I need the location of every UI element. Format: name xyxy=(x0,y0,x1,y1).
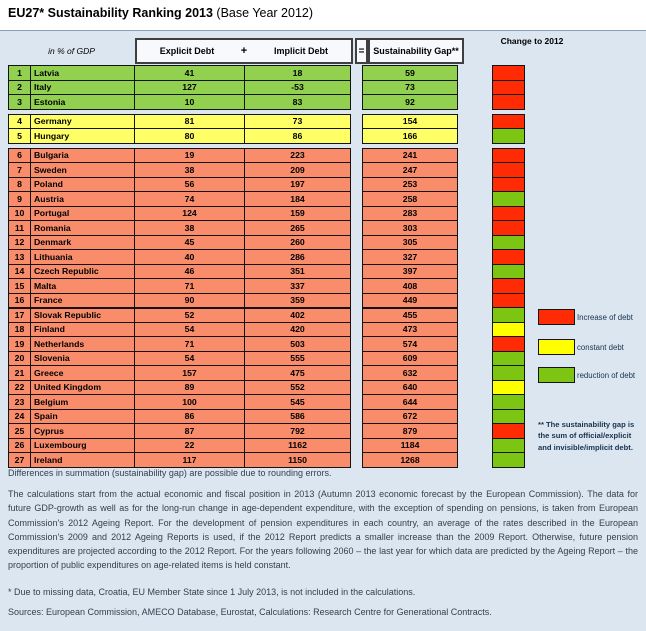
rank-cell: 9 xyxy=(8,191,31,207)
swatch-spacer xyxy=(457,409,493,425)
country-cell: France xyxy=(30,293,135,309)
rank-cell: 14 xyxy=(8,264,31,280)
change-swatch xyxy=(492,409,525,425)
country-cell: United Kingdom xyxy=(30,380,135,396)
implicit-debt-cell: 1162 xyxy=(244,438,351,454)
explicit-debt-cell: 56 xyxy=(134,177,245,193)
country-cell: Slovenia xyxy=(30,351,135,367)
table-row xyxy=(8,380,525,396)
implicit-debt-cell: 184 xyxy=(244,191,351,207)
table-header xyxy=(8,38,464,64)
change-swatch xyxy=(492,278,525,294)
rank-cell: 22 xyxy=(8,380,31,396)
change-swatch xyxy=(492,452,525,468)
table-row xyxy=(8,336,525,352)
sustainability-gap-cell: 73 xyxy=(362,80,458,96)
country-cell: Netherlands xyxy=(30,336,135,352)
implicit-debt-cell: 73 xyxy=(244,114,351,130)
legend-item xyxy=(538,309,633,325)
explicit-debt-cell: 22 xyxy=(134,438,245,454)
implicit-debt-cell: -53 xyxy=(244,80,351,96)
sustainability-gap-cell: 609 xyxy=(362,351,458,367)
table-row xyxy=(8,249,525,265)
sustainability-gap-cell: 253 xyxy=(362,177,458,193)
country-cell: Ireland xyxy=(30,452,135,468)
table-body xyxy=(8,65,525,468)
change-swatch xyxy=(492,191,525,207)
rank-cell: 24 xyxy=(8,409,31,425)
explicit-debt-cell: 81 xyxy=(134,114,245,130)
swatch-spacer xyxy=(457,307,493,323)
swatch-spacer xyxy=(457,249,493,265)
change-swatch xyxy=(492,220,525,236)
change-swatch xyxy=(492,380,525,396)
implicit-debt-cell: 159 xyxy=(244,206,351,222)
swatch-spacer xyxy=(457,394,493,410)
swatch-spacer xyxy=(457,322,493,338)
rank-cell: 17 xyxy=(8,307,31,323)
country-cell: Luxembourg xyxy=(30,438,135,454)
implicit-debt-cell: 545 xyxy=(244,394,351,410)
legend-item xyxy=(538,367,635,383)
swatch-spacer xyxy=(457,191,493,207)
change-swatch xyxy=(492,128,525,144)
country-cell: Spain xyxy=(30,409,135,425)
table-row xyxy=(8,409,525,425)
change-swatch xyxy=(492,351,525,367)
implicit-debt-cell: 586 xyxy=(244,409,351,425)
rank-cell: 8 xyxy=(8,177,31,193)
rank-cell: 7 xyxy=(8,162,31,178)
country-cell: Bulgaria xyxy=(30,148,135,164)
swatch-spacer xyxy=(457,293,493,309)
title-main: EU27* Sustainability Ranking 2013 xyxy=(8,6,213,20)
country-cell: Latvia xyxy=(30,65,135,81)
explicit-debt-cell: 45 xyxy=(134,235,245,251)
rank-cell: 26 xyxy=(8,438,31,454)
explicit-debt-cell: 38 xyxy=(134,162,245,178)
implicit-debt-cell: 555 xyxy=(244,351,351,367)
swatch-spacer xyxy=(457,351,493,367)
sustainability-gap-cell: 879 xyxy=(362,423,458,439)
sustainability-gap-cell: 455 xyxy=(362,307,458,323)
change-swatch xyxy=(492,177,525,193)
table-row xyxy=(8,206,525,222)
swatch-spacer xyxy=(457,80,493,96)
implicit-debt-header: Implicit Debt xyxy=(273,46,328,56)
table-row xyxy=(8,293,525,309)
sources-note: Sources: European Commission, AMECO Database, Eurostat, Calculations: Research Centre for Generational Contracts. xyxy=(8,607,492,617)
change-swatch xyxy=(492,249,525,265)
rank-cell: 2 xyxy=(8,80,31,96)
explicit-debt-cell: 127 xyxy=(134,80,245,96)
table-row xyxy=(8,65,525,81)
change-swatch xyxy=(492,307,525,323)
sustainability-gap-cell: 305 xyxy=(362,235,458,251)
change-swatch xyxy=(492,264,525,280)
implicit-debt-cell: 197 xyxy=(244,177,351,193)
change-swatch xyxy=(492,322,525,338)
implicit-debt-cell: 503 xyxy=(244,336,351,352)
country-cell: Czech Republic xyxy=(30,264,135,280)
table-row xyxy=(8,438,525,454)
debt-header-box xyxy=(135,38,353,64)
change-swatch xyxy=(492,206,525,222)
swatch-spacer xyxy=(457,235,493,251)
sustainability-gap-cell: 632 xyxy=(362,365,458,381)
rank-cell: 6 xyxy=(8,148,31,164)
country-cell: Cyprus xyxy=(30,423,135,439)
country-cell: Germany xyxy=(30,114,135,130)
change-swatch xyxy=(492,80,525,96)
rank-cell: 20 xyxy=(8,351,31,367)
swatch-spacer xyxy=(457,114,493,130)
implicit-debt-cell: 792 xyxy=(244,423,351,439)
explicit-debt-cell: 86 xyxy=(134,409,245,425)
rank-cell: 5 xyxy=(8,128,31,144)
change-swatch xyxy=(492,114,525,130)
explicit-debt-cell: 54 xyxy=(134,351,245,367)
legend-label: Increase of debt xyxy=(577,312,633,322)
implicit-debt-cell: 402 xyxy=(244,307,351,323)
swatch-spacer xyxy=(457,452,493,468)
implicit-debt-cell: 337 xyxy=(244,278,351,294)
sustainability-gap-cell: 303 xyxy=(362,220,458,236)
country-cell: Malta xyxy=(30,278,135,294)
rank-cell: 11 xyxy=(8,220,31,236)
rank-cell: 15 xyxy=(8,278,31,294)
sustainability-gap-cell: 1268 xyxy=(362,452,458,468)
change-swatch xyxy=(492,423,525,439)
methodology-note: The calculations start from the actual economic and fiscal position in 2013 (Autumn 2013 economic forecast by the European Commission). The data for future GDP-growth as well as for the long-run change in age-dependent expenditure, with the exception of spending on pensions, is taken from European Commission's 2012 Ageing Report. For the development of pension expenditures in each country, an average of the rates described in the European Commission's 2009 and 2012 Ageing Reports is used, if the 2012 Report predicts a smaller increase than the 2009 Report. Otherwise, future pension expenditures are projected according to the 2012 Report. For the years following 2060 – the last year for which data are predicted by the Ageing Report – the proportion of public expenditures on age-related items is held constant. xyxy=(8,489,638,571)
legend-swatch xyxy=(538,309,575,325)
country-cell: Slovak Republic xyxy=(30,307,135,323)
country-cell: Romania xyxy=(30,220,135,236)
sustainability-gap-cell: 640 xyxy=(362,380,458,396)
swatch-spacer xyxy=(457,206,493,222)
swatch-spacer xyxy=(457,148,493,164)
change-swatch xyxy=(492,293,525,309)
explicit-debt-cell: 10 xyxy=(134,94,245,110)
legend-label: reduction of debt xyxy=(577,370,636,380)
implicit-debt-cell: 86 xyxy=(244,128,351,144)
implicit-debt-cell: 18 xyxy=(244,65,351,81)
table-row xyxy=(8,128,525,144)
explicit-debt-cell: 89 xyxy=(134,380,245,396)
explicit-debt-cell: 71 xyxy=(134,336,245,352)
change-swatch xyxy=(492,94,525,110)
change-swatch xyxy=(492,65,525,81)
rank-cell: 13 xyxy=(8,249,31,265)
implicit-debt-cell: 420 xyxy=(244,322,351,338)
explicit-debt-cell: 52 xyxy=(134,307,245,323)
table-row xyxy=(8,264,525,280)
implicit-debt-cell: 260 xyxy=(244,235,351,251)
explicit-debt-cell: 74 xyxy=(134,191,245,207)
explicit-debt-cell: 54 xyxy=(134,322,245,338)
sustainability-gap-cell: 327 xyxy=(362,249,458,265)
country-cell: Italy xyxy=(30,80,135,96)
country-cell: Hungary xyxy=(30,128,135,144)
legend-label: constant debt xyxy=(577,342,624,352)
change-swatch xyxy=(492,162,525,178)
explicit-debt-cell: 157 xyxy=(134,365,245,381)
rank-cell: 3 xyxy=(8,94,31,110)
table-row xyxy=(8,148,525,164)
change-swatch xyxy=(492,394,525,410)
change-swatch xyxy=(492,235,525,251)
sustainability-gap-cell: 59 xyxy=(362,65,458,81)
change-swatch xyxy=(492,365,525,381)
swatch-spacer xyxy=(457,128,493,144)
rank-cell: 1 xyxy=(8,65,31,81)
country-cell: Sweden xyxy=(30,162,135,178)
table-row xyxy=(8,452,525,468)
panel xyxy=(0,30,646,631)
legend-swatch xyxy=(538,367,575,383)
sustainability-gap-cell: 644 xyxy=(362,394,458,410)
equals-sign: = xyxy=(355,38,368,64)
rank-cell: 10 xyxy=(8,206,31,222)
implicit-debt-cell: 286 xyxy=(244,249,351,265)
table-row xyxy=(8,394,525,410)
swatch-spacer xyxy=(457,278,493,294)
swatch-spacer xyxy=(457,438,493,454)
table-row xyxy=(8,162,525,178)
sustainability-gap-cell: 283 xyxy=(362,206,458,222)
explicit-debt-header: Explicit Debt xyxy=(159,46,215,56)
table-row xyxy=(8,322,525,338)
country-cell: Estonia xyxy=(30,94,135,110)
change-swatch xyxy=(492,148,525,164)
table-row xyxy=(8,220,525,236)
table-row xyxy=(8,114,525,130)
table-row xyxy=(8,191,525,207)
table-row xyxy=(8,94,525,110)
country-cell: Finland xyxy=(30,322,135,338)
unit-label: in % of GDP xyxy=(48,46,95,56)
table-row xyxy=(8,80,525,96)
swatch-spacer xyxy=(457,380,493,396)
swatch-spacer xyxy=(457,365,493,381)
sustainability-gap-cell: 1184 xyxy=(362,438,458,454)
country-cell: Greece xyxy=(30,365,135,381)
table-row xyxy=(8,307,525,323)
implicit-debt-cell: 475 xyxy=(244,365,351,381)
rank-cell: 12 xyxy=(8,235,31,251)
table-row xyxy=(8,235,525,251)
sustainability-gap-cell: 92 xyxy=(362,94,458,110)
rank-cell: 19 xyxy=(8,336,31,352)
country-cell: Austria xyxy=(30,191,135,207)
change-swatch xyxy=(492,336,525,352)
implicit-debt-cell: 359 xyxy=(244,293,351,309)
sustainability-gap-cell: 247 xyxy=(362,162,458,178)
swatch-spacer xyxy=(457,336,493,352)
sustainability-gap-cell: 397 xyxy=(362,264,458,280)
implicit-debt-cell: 1150 xyxy=(244,452,351,468)
rank-cell: 21 xyxy=(8,365,31,381)
country-cell: Denmark xyxy=(30,235,135,251)
gap-footnote: ** The sustainability gap is the sum of official/explicit and invisible/implicit debt. xyxy=(538,420,635,452)
implicit-debt-cell: 265 xyxy=(244,220,351,236)
table-row xyxy=(8,177,525,193)
sustainability-gap-cell: 449 xyxy=(362,293,458,309)
table-row xyxy=(8,351,525,367)
table-row xyxy=(8,365,525,381)
legend-swatch xyxy=(538,339,575,355)
sustainability-gap-cell: 154 xyxy=(362,114,458,130)
explicit-debt-cell: 100 xyxy=(134,394,245,410)
implicit-debt-cell: 223 xyxy=(244,148,351,164)
explicit-debt-cell: 41 xyxy=(134,65,245,81)
swatch-spacer xyxy=(457,264,493,280)
sustainability-gap-cell: 473 xyxy=(362,322,458,338)
change-to-2012-header: Change to 2012 xyxy=(500,36,564,46)
plus-sign: + xyxy=(240,45,248,57)
legend-item xyxy=(538,339,624,355)
explicit-debt-cell: 46 xyxy=(134,264,245,280)
rank-cell: 27 xyxy=(8,452,31,468)
country-cell: Portugal xyxy=(30,206,135,222)
rounding-note: Differences in summation (sustainability gap) are possible due to rounding errors. xyxy=(8,468,332,478)
rank-cell: 23 xyxy=(8,394,31,410)
rank-cell: 18 xyxy=(8,322,31,338)
explicit-debt-cell: 87 xyxy=(134,423,245,439)
swatch-spacer xyxy=(457,220,493,236)
country-cell: Poland xyxy=(30,177,135,193)
country-cell: Belgium xyxy=(30,394,135,410)
explicit-debt-cell: 117 xyxy=(134,452,245,468)
explicit-debt-cell: 124 xyxy=(134,206,245,222)
table-row xyxy=(8,278,525,294)
sustainability-gap-cell: 241 xyxy=(362,148,458,164)
croatia-note: * Due to missing data, Croatia, EU Member State since 1 July 2013, is not included in the calculations. xyxy=(8,587,416,597)
rank-cell: 4 xyxy=(8,114,31,130)
sustainability-gap-cell: 574 xyxy=(362,336,458,352)
rank-cell: 16 xyxy=(8,293,31,309)
explicit-debt-cell: 90 xyxy=(134,293,245,309)
implicit-debt-cell: 552 xyxy=(244,380,351,396)
sustainability-gap-cell: 672 xyxy=(362,409,458,425)
title-suffix: (Base Year 2012) xyxy=(212,6,314,20)
swatch-spacer xyxy=(457,94,493,110)
sustainability-gap-header: Sustainability Gap** xyxy=(368,38,464,64)
country-cell: Lithuania xyxy=(30,249,135,265)
sustainability-gap-cell: 408 xyxy=(362,278,458,294)
swatch-spacer xyxy=(457,65,493,81)
implicit-debt-cell: 209 xyxy=(244,162,351,178)
explicit-debt-cell: 19 xyxy=(134,148,245,164)
change-swatch xyxy=(492,438,525,454)
explicit-debt-cell: 71 xyxy=(134,278,245,294)
swatch-spacer xyxy=(457,177,493,193)
implicit-debt-cell: 83 xyxy=(244,94,351,110)
sustainability-gap-cell: 258 xyxy=(362,191,458,207)
page-title xyxy=(8,6,313,20)
swatch-spacer xyxy=(457,162,493,178)
table-row xyxy=(8,423,525,439)
explicit-debt-cell: 38 xyxy=(134,220,245,236)
explicit-debt-cell: 80 xyxy=(134,128,245,144)
explicit-debt-cell: 40 xyxy=(134,249,245,265)
implicit-debt-cell: 351 xyxy=(244,264,351,280)
sustainability-gap-cell: 166 xyxy=(362,128,458,144)
rank-cell: 25 xyxy=(8,423,31,439)
swatch-spacer xyxy=(457,423,493,439)
